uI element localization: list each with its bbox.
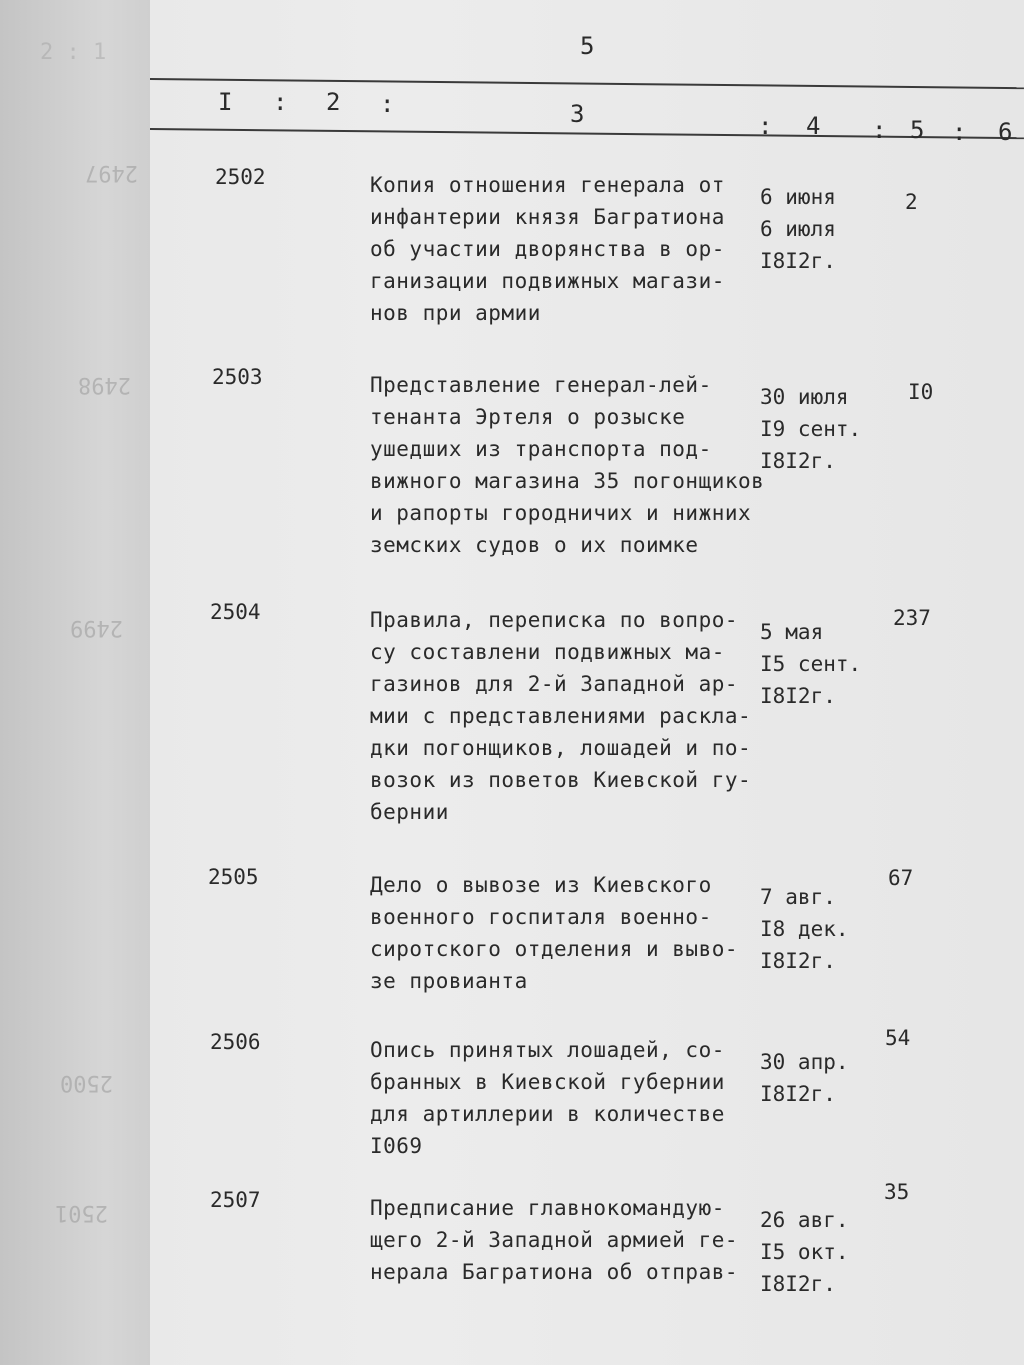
entry-date-line: I9 сент. — [760, 417, 862, 441]
entry-title-line: возок из поветов Киевской гу- — [370, 768, 752, 792]
bleed-number: 2501 — [55, 1200, 108, 1225]
entry-date-line: I8I2г. — [760, 1082, 836, 1106]
entry-date-line: 5 мая — [760, 620, 824, 644]
entry-title-line: Опись принятых лошадей, со- — [370, 1038, 725, 1062]
entry-dates — [760, 381, 861, 477]
entry-title-line: дки погонщиков, лошадей и по- — [370, 736, 752, 760]
column-separator: : — [380, 90, 395, 118]
entry-date-line: I8I2г. — [760, 449, 836, 473]
bleed-number: 2499 — [70, 615, 123, 640]
column-separator: : — [758, 112, 773, 140]
entry-title-line: ушедших из транспорта под- — [370, 437, 712, 461]
entry-sheet-count: 35 — [884, 1180, 910, 1204]
entry-title-line: щего 2-й Западной армией ге- — [370, 1228, 739, 1252]
entry-title-line: Предписание главнокомандую- — [370, 1196, 725, 1220]
entry-date-line: 30 июля — [760, 385, 849, 409]
entry-number: 2505 — [208, 865, 259, 889]
entry-dates — [760, 616, 861, 712]
entry-date-line: I5 сент. — [760, 652, 862, 676]
column-header-3: 3 — [570, 100, 585, 128]
entry-title-line: сиротского отделения и выво- — [370, 937, 739, 961]
entry-sheet-count: 2 — [905, 190, 918, 214]
bleed-number: 2500 — [60, 1070, 113, 1095]
entry-title-line: нов при армии — [370, 301, 541, 325]
entry-title-line: вижного магазина 35 погонщиков — [370, 469, 765, 493]
entry-date-line: I8I2г. — [760, 684, 836, 708]
entry-date-line: I8I2г. — [760, 949, 836, 973]
entry-date-line: 6 июля — [760, 217, 836, 241]
entry-number: 2507 — [210, 1188, 261, 1212]
entry-dates — [760, 881, 849, 977]
entry-date-line: I8I2г. — [760, 1272, 836, 1296]
entry-number: 2502 — [215, 165, 266, 189]
entry-date-line: 6 июня — [760, 185, 836, 209]
entry-date-line: 7 авг. — [760, 885, 836, 909]
entry-title-line: и рапорты городничих и нижних — [370, 501, 752, 525]
entry-title — [370, 169, 770, 329]
bleed-number: 2498 — [78, 372, 131, 397]
entry-title-line: военного госпиталя военно- — [370, 905, 712, 929]
entry-number: 2506 — [210, 1030, 261, 1054]
entry-date-line: 30 апр. — [760, 1050, 849, 1074]
entry-title-line: тенанта Эртеля о розыске — [370, 405, 686, 429]
entry-title-line: газинов для 2-й Западной ар- — [370, 672, 739, 696]
entry-title-line: Представление генерал-лей- — [370, 373, 712, 397]
entry-sheet-count: 54 — [885, 1026, 911, 1050]
left-page-edge — [0, 0, 150, 1365]
column-header-1: I — [218, 88, 233, 116]
entry-title-line: инфантерии князя Багратиона — [370, 205, 725, 229]
entry-number: 2504 — [210, 600, 261, 624]
entry-title-line: ганизации подвижных магази- — [370, 269, 725, 293]
entry-date-line: I8 дек. — [760, 917, 849, 941]
entry-title-line: Правила, переписка по вопро- — [370, 608, 739, 632]
entry-dates — [760, 1046, 849, 1110]
entry-title-line: бранных в Киевской губернии — [370, 1070, 725, 1094]
left-page-header: 2 : 1 — [40, 40, 107, 65]
entry-date-line: I8I2г. — [760, 249, 836, 273]
column-header-4: 4 — [806, 112, 821, 140]
bleed-number: 2497 — [85, 160, 138, 185]
entry-title-line: Копия отношения генерала от — [370, 173, 725, 197]
entry-number: 2503 — [212, 365, 263, 389]
entry-date-line: I5 окт. — [760, 1240, 849, 1264]
entry-sheet-count: 67 — [888, 866, 914, 890]
entry-dates — [760, 181, 836, 277]
column-header-6: 6 — [998, 118, 1013, 146]
column-separator: : — [872, 116, 887, 144]
entry-title — [370, 369, 770, 561]
header-rule-bottom — [150, 128, 1024, 139]
entry-title-line: нерала Багратиона об отправ- — [370, 1260, 739, 1284]
entry-title-line: су составлени подвижных ма- — [370, 640, 725, 664]
entry-title-line: об участии дворянства в ор- — [370, 237, 725, 261]
entry-title — [370, 1034, 770, 1162]
entry-title-line: земских судов о их поимке — [370, 533, 699, 557]
column-separator: : — [273, 88, 288, 116]
column-header-2: 2 — [326, 88, 341, 116]
entry-title — [370, 604, 770, 828]
entry-date-line: 26 авг. — [760, 1208, 849, 1232]
entry-title — [370, 1192, 770, 1288]
entry-title — [370, 869, 770, 997]
entry-sheet-count: 237 — [893, 606, 931, 630]
entry-title-line: зе провианта — [370, 969, 528, 993]
entry-title-line: I069 — [370, 1134, 423, 1158]
column-separator: : — [952, 118, 967, 146]
entry-title-line: бернии — [370, 800, 449, 824]
entry-title-line: для артиллерии в количестве — [370, 1102, 725, 1126]
entry-sheet-count: I0 — [908, 380, 934, 404]
page-number: 5 — [580, 32, 595, 60]
column-header-5: 5 — [910, 116, 925, 144]
entry-title-line: Дело о вывозе из Киевского — [370, 873, 712, 897]
entry-dates — [760, 1204, 849, 1300]
entry-title-line: мии с представлениями раскла- — [370, 704, 752, 728]
